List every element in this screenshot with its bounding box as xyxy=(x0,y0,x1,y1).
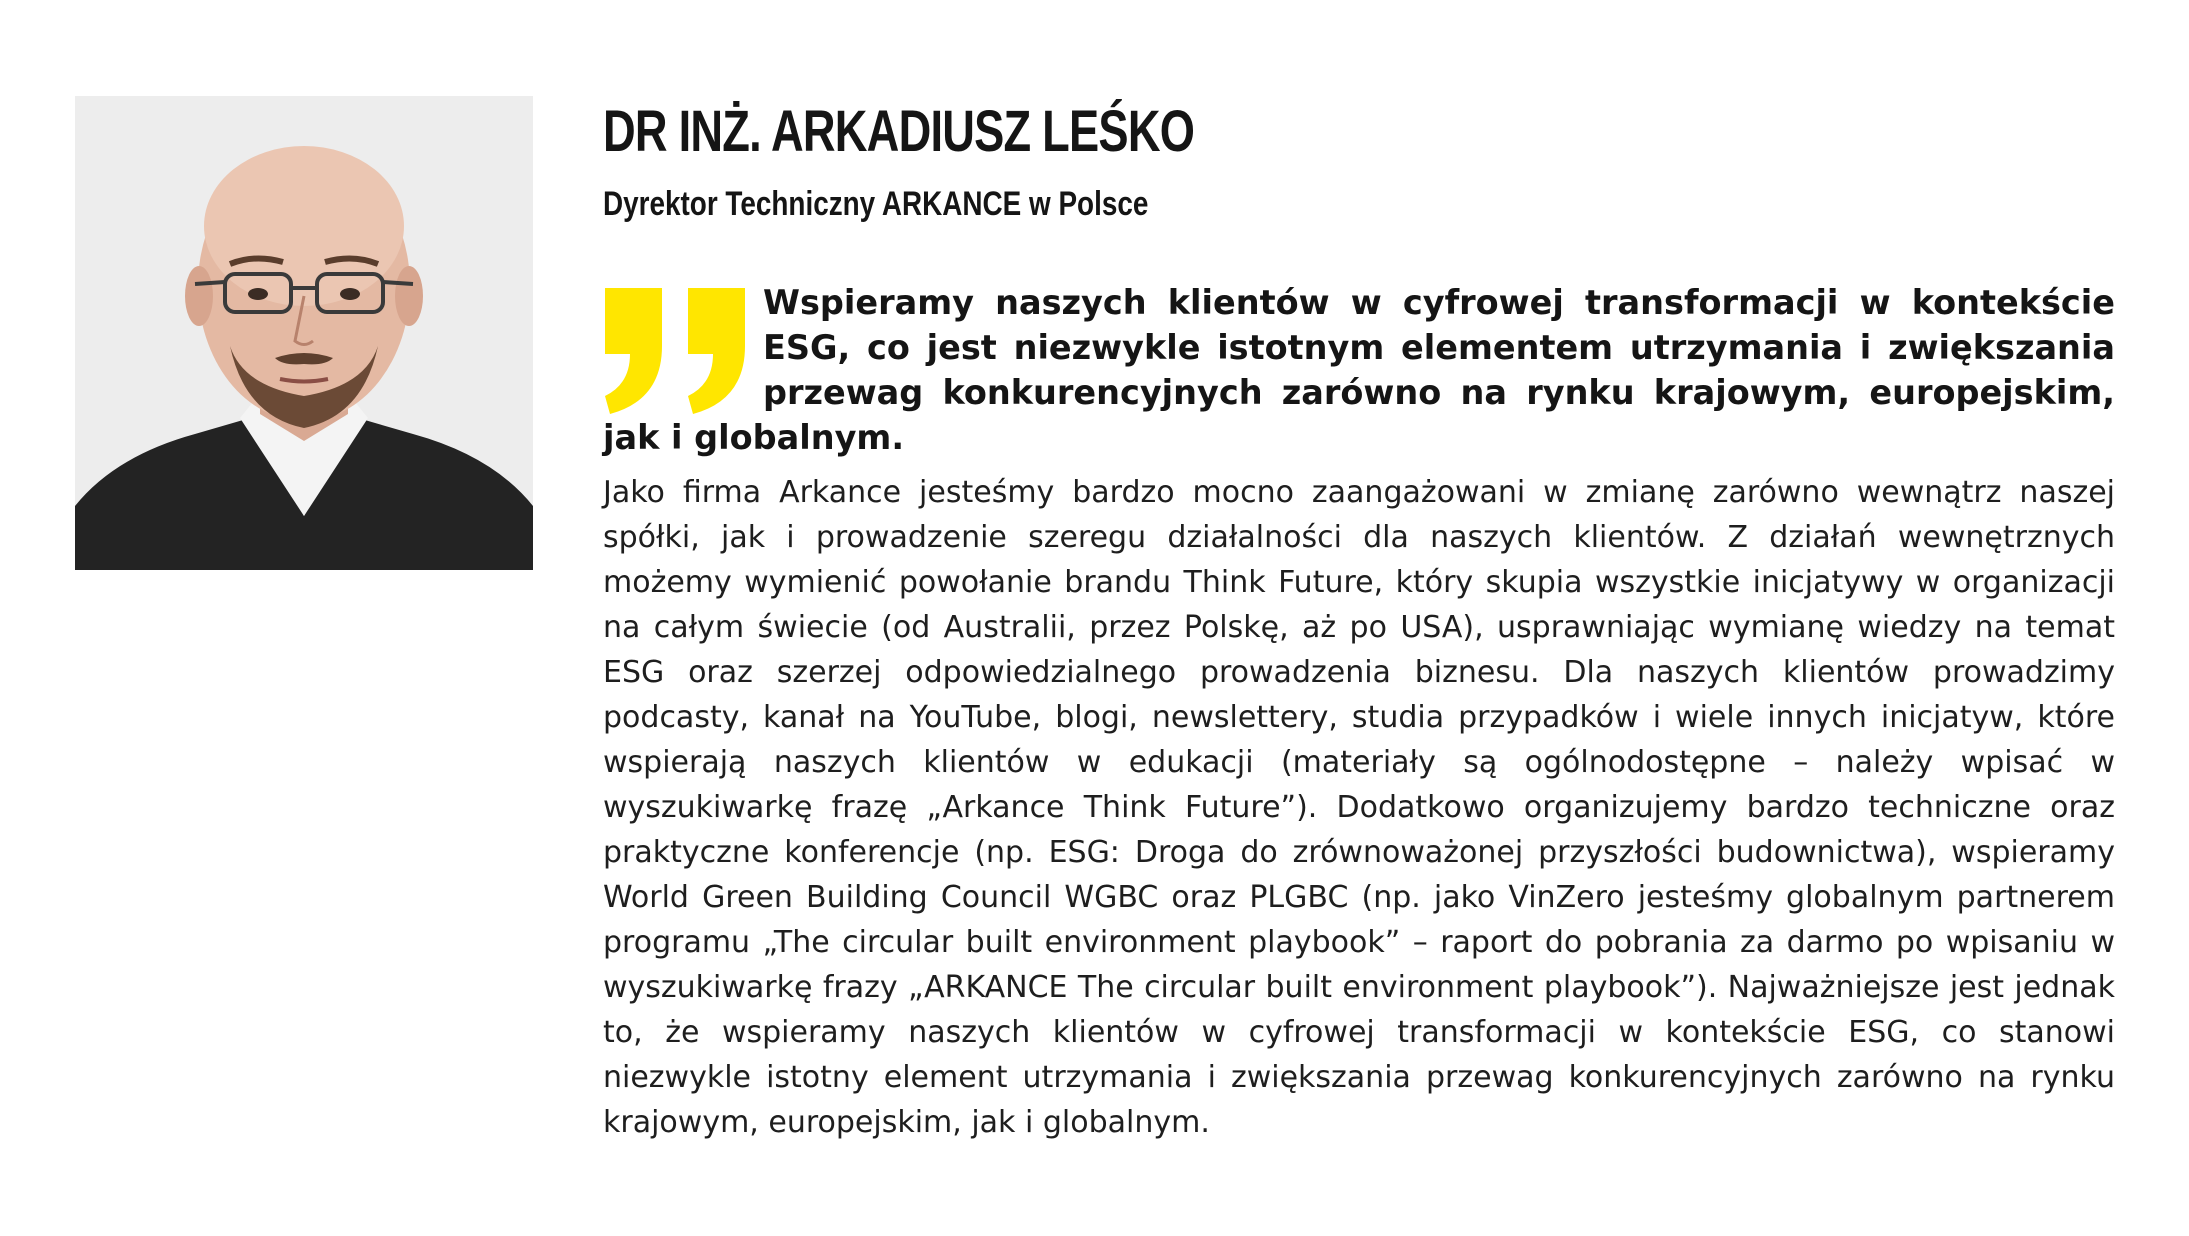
quote-lead: Wspieramy naszych klientów w cyfrowej transformacji w kontekście ESG, co jest niezwykle istotnym elementem utrzymania i zwiększania przewag konkurencyjnych zarówno na rynku krajowym, europejskim, jak i globalnym. xyxy=(603,283,2115,457)
person-role: Dyrektor Techniczny ARKANCE w Polsce xyxy=(603,185,1149,223)
portrait-photo xyxy=(75,96,533,570)
person-name: DR INŻ. ARKADIUSZ LEŚKO xyxy=(603,99,1195,164)
quote-body: Jako firma Arkance jesteśmy bardzo mocno zaangażowani w zmianę zarówno wewnątrz naszej spółki, jak i prowadzenie szeregu działalności dla naszych klientów. Z działań wewnętrznych możemy wymienić powołanie brandu Think Future, który skupia wszystkie inicjatywy w organizacji na całym świecie (od Australii, przez Polskę, aż po USA), usprawniając wymianę wiedzy na temat ESG oraz szerzej odpowiedzialnego prowadzenia biznesu. Dla naszych klientów prowadzimy podcasty, kanał na YouTube, blogi, newslettery, studia przypadków i wiele innych inicjatyw, które wspierają naszych klientów w edukacji (materiały są ogólnodostępne – należy wpisać w wyszukiwarkę frazę „Arkance Think Future”). Dodatkowo organizujemy bardzo techniczne oraz praktyczne konferencje (np. ESG: Droga do zrównoważonej przyszłości budownictwa), wspieramy World Green Building Council WGBC oraz PLGBC (np. jako VinZero jesteśmy globalnym partnerem programu „The circular built environment playbook” – raport do pobrania za darmo po wpisaniu w wyszukiwarkę frazy „ARKANCE The circular built environment playbook”). Najważniejsze jest jednak to, że wspieramy naszych klientów w cyfrowej transformacji w kontekście ESG, co stanowi niezwykle istotny element utrzymania i zwiększania przewag konkurencyjnych zarówno na rynku krajowym, europejskim, jak i globalnym. xyxy=(603,475,2115,1140)
